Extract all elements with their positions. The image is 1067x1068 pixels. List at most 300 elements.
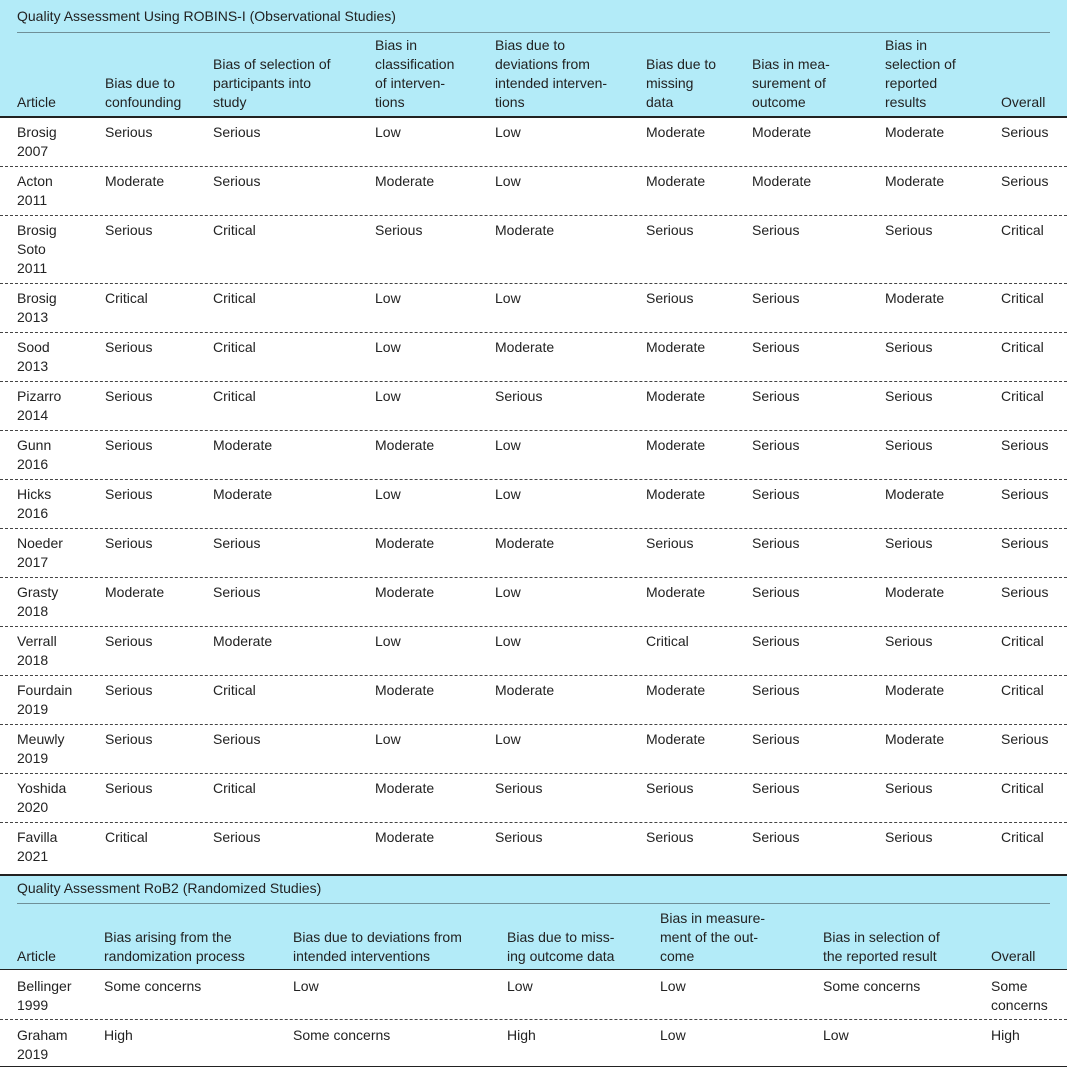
article-line: Brosig: [17, 290, 57, 306]
rating-line: Serious: [752, 584, 800, 600]
rating-line: Low: [375, 731, 401, 747]
robins-rating-cell: [213, 730, 260, 749]
rating-line: Critical: [1001, 290, 1044, 306]
rating-line: Low: [495, 486, 521, 502]
rating-line: Moderate: [646, 437, 706, 453]
robins-rating-cell: [885, 583, 944, 602]
robins-rating-cell: [1001, 289, 1044, 308]
rob2-header-4: [660, 909, 765, 966]
article-line: 2013: [17, 309, 49, 325]
robins-rating-cell: [1001, 387, 1044, 406]
robins-rating-cell: [1001, 436, 1048, 455]
rob2-header-line: randomization process: [104, 948, 245, 964]
robins-header-line: classification: [375, 56, 455, 72]
rating-line: Critical: [1001, 339, 1044, 355]
robins-rating-cell: [752, 387, 799, 406]
rating-line: Serious: [752, 633, 800, 649]
article-line: Yoshida: [17, 780, 67, 796]
rating-line: Serious: [752, 780, 800, 796]
rating-line: Critical: [646, 633, 689, 649]
rob2-rating-cell: [823, 1026, 849, 1045]
robins-rating-cell: [646, 583, 705, 602]
robins-header-line: selection of: [885, 56, 956, 72]
rob2-header-line: ment of the out-: [660, 929, 759, 945]
robins-rating-cell: [213, 436, 272, 455]
rating-line: Moderate: [885, 731, 945, 747]
rating-line: Serious: [752, 222, 800, 238]
robins-rating-cell: [752, 172, 811, 191]
rating-line: Serious: [885, 633, 933, 649]
rob2-header-line: Overall: [991, 948, 1036, 964]
rating-line: concerns: [991, 997, 1048, 1013]
robins-article-cell: [17, 172, 53, 210]
robins-header-line: tions: [375, 94, 405, 110]
rating-line: Moderate: [213, 437, 273, 453]
rating-line: Serious: [495, 780, 543, 796]
rating-line: Critical: [1001, 388, 1044, 404]
robins-header-3: [375, 36, 454, 112]
rating-line: Moderate: [213, 486, 273, 502]
robins-rating-cell: [646, 221, 693, 240]
robins-rating-cell: [213, 221, 256, 240]
rating-line: Some concerns: [293, 1027, 391, 1043]
rob2-rating-cell: [104, 977, 201, 996]
rating-line: Moderate: [885, 584, 945, 600]
rating-line: Serious: [752, 486, 800, 502]
article-line: 2018: [17, 652, 49, 668]
rating-line: Serious: [375, 222, 423, 238]
robins-header-line: missing: [646, 75, 694, 91]
robins-header-5: [646, 55, 716, 112]
robins-rating-cell: [105, 289, 148, 308]
rating-line: Serious: [213, 124, 261, 140]
rating-line: Moderate: [885, 486, 945, 502]
robins-header-2: [213, 55, 331, 112]
rob2-caption: Quality Assessment RoB2 (Randomized Studies): [17, 880, 322, 896]
rating-line: Low: [495, 173, 521, 189]
rating-line: Moderate: [495, 535, 555, 551]
robins-rating-cell: [105, 828, 148, 847]
robins-rating-cell: [375, 338, 401, 357]
robins-rating-cell: [213, 779, 256, 798]
rating-line: High: [507, 1027, 536, 1043]
table-row: [0, 479, 1067, 528]
robins-rating-cell: [885, 730, 944, 749]
robins-rating-cell: [752, 534, 799, 553]
rob2-rating-cell: [507, 1026, 536, 1045]
article-line: 2019: [17, 1046, 49, 1062]
rating-line: Serious: [752, 388, 800, 404]
robins-rating-cell: [885, 485, 944, 504]
rating-line: Moderate: [885, 173, 945, 189]
robins-header-line: confounding: [105, 94, 182, 110]
rob2-header-6: [991, 947, 1035, 966]
robins-rating-cell: [105, 534, 152, 553]
robins-header-line: surement of: [752, 75, 826, 91]
robins-rating-cell: [752, 779, 799, 798]
robins-rating-cell: [885, 681, 944, 700]
robins-rating-cell: [1001, 172, 1048, 191]
robins-rating-cell: [375, 289, 401, 308]
rating-line: Serious: [646, 290, 694, 306]
table-row: [0, 283, 1067, 332]
robins-rating-cell: [375, 436, 434, 455]
article-line: Brosig: [17, 222, 57, 238]
rating-line: Some concerns: [823, 978, 921, 994]
robins-rating-cell: [752, 436, 799, 455]
robins-header-line: Overall: [1001, 94, 1046, 110]
robins-rating-cell: [1001, 534, 1048, 553]
rating-line: Serious: [752, 437, 800, 453]
rob2-rating-cell: [660, 1026, 686, 1045]
robins-rating-cell: [105, 730, 152, 749]
robins-rating-cell: [105, 123, 152, 142]
robins-rating-cell: [752, 632, 799, 651]
robins-rating-cell: [375, 387, 401, 406]
robins-rating-cell: [105, 221, 152, 240]
robins-rating-cell: [885, 387, 932, 406]
rob2-header-bottom-rule: [0, 969, 1067, 970]
robins-rating-cell: [885, 172, 944, 191]
rating-line: Low: [375, 486, 401, 502]
rating-line: Moderate: [105, 584, 165, 600]
robins-rating-cell: [752, 221, 799, 240]
article-line: Fourdain: [17, 682, 73, 698]
robins-rating-cell: [375, 779, 434, 798]
robins-rating-cell: [213, 485, 272, 504]
robins-header-line: Bias in: [375, 37, 418, 53]
robins-article-cell: [17, 681, 72, 719]
robins-rating-cell: [213, 632, 272, 651]
robins-article-cell: [17, 289, 57, 327]
article-line: 2016: [17, 505, 49, 521]
rating-line: Serious: [885, 388, 933, 404]
article-line: 2021: [17, 848, 49, 864]
rating-line: Moderate: [375, 535, 435, 551]
robins-header-line: study: [213, 94, 247, 110]
robins-article-cell: [17, 387, 61, 425]
table-row: [0, 822, 1067, 871]
robins-header-8: [1001, 93, 1045, 112]
table-row: [0, 117, 1067, 166]
article-line: 2014: [17, 407, 49, 423]
rating-line: Moderate: [646, 124, 706, 140]
robins-rating-cell: [213, 583, 260, 602]
robins-rating-cell: [495, 387, 542, 406]
robins-rating-cell: [495, 172, 521, 191]
rating-line: Low: [660, 978, 686, 994]
rating-line: Serious: [1001, 535, 1049, 551]
robins-rating-cell: [885, 534, 932, 553]
robins-rating-cell: [752, 828, 799, 847]
robins-rating-cell: [105, 485, 152, 504]
rating-line: Critical: [213, 682, 256, 698]
rob2-header-1: [104, 928, 245, 966]
rating-line: Serious: [105, 222, 153, 238]
robins-rating-cell: [105, 779, 152, 798]
article-line: Acton: [17, 173, 53, 189]
rating-line: Moderate: [646, 584, 706, 600]
robins-rating-cell: [646, 632, 689, 651]
robins-rating-cell: [495, 681, 554, 700]
rating-line: Serious: [1001, 486, 1049, 502]
robins-header-line: tions: [495, 94, 525, 110]
article-line: Grasty: [17, 584, 59, 600]
robins-rating-cell: [885, 632, 932, 651]
rating-line: Moderate: [375, 437, 435, 453]
article-line: Hicks: [17, 486, 52, 502]
rating-line: Serious: [495, 388, 543, 404]
robins-rating-cell: [646, 485, 705, 504]
rating-line: Low: [660, 1027, 686, 1043]
robins-rating-cell: [646, 387, 705, 406]
robins-rating-cell: [105, 632, 152, 651]
article-line: Graham: [17, 1027, 68, 1043]
robins-rating-cell: [1001, 828, 1044, 847]
robins-rating-cell: [885, 779, 932, 798]
robins-header-line: Bias of selection of: [213, 56, 331, 72]
robins-rating-cell: [1001, 583, 1048, 602]
robins-header-line: reported: [885, 75, 938, 91]
robins-rating-cell: [495, 632, 521, 651]
robins-header-line: data: [646, 94, 674, 110]
robins-rating-cell: [375, 534, 434, 553]
article-line: 2018: [17, 603, 49, 619]
robins-rating-cell: [1001, 632, 1044, 651]
robins-rating-cell: [495, 779, 542, 798]
robins-rating-cell: [375, 681, 434, 700]
robins-rating-cell: [213, 387, 256, 406]
rating-line: Serious: [213, 731, 261, 747]
table-row: [0, 430, 1067, 479]
rob2-rating-cell: [991, 1026, 1020, 1045]
rating-line: Serious: [1001, 437, 1049, 453]
robins-article-cell: [17, 632, 57, 670]
robins-rating-cell: [885, 289, 944, 308]
robins-rating-cell: [213, 534, 260, 553]
robins-article-cell: [17, 221, 57, 278]
robins-rating-cell: [646, 436, 705, 455]
rating-line: Serious: [885, 437, 933, 453]
robins-rating-cell: [752, 583, 799, 602]
rob2-header-line: Bias in selection of: [823, 929, 940, 945]
robins-rating-cell: [105, 387, 152, 406]
rating-line: Serious: [646, 535, 694, 551]
rating-line: Moderate: [646, 388, 706, 404]
rob2-header-line: Article: [17, 948, 56, 964]
rating-line: Moderate: [885, 682, 945, 698]
rating-line: Serious: [1001, 584, 1049, 600]
article-line: 2020: [17, 799, 49, 815]
robins-rating-cell: [752, 289, 799, 308]
rating-line: Serious: [885, 829, 933, 845]
rating-line: Moderate: [646, 339, 706, 355]
robins-header-line: Bias due to: [105, 75, 176, 91]
robins-rating-cell: [213, 172, 260, 191]
robins-caption-rule: [17, 32, 1050, 33]
robins-rating-cell: [885, 123, 944, 142]
article-line: Gunn: [17, 437, 52, 453]
robins-article-cell: [17, 534, 63, 572]
rating-line: Serious: [213, 829, 261, 845]
rating-line: Moderate: [646, 486, 706, 502]
rating-line: Serious: [105, 437, 153, 453]
robins-header-7: [885, 36, 956, 112]
article-line: 2013: [17, 358, 49, 374]
rating-line: Critical: [1001, 222, 1044, 238]
rating-line: Moderate: [375, 584, 435, 600]
rating-line: Moderate: [752, 124, 812, 140]
rating-line: Serious: [105, 731, 153, 747]
rating-line: Low: [495, 290, 521, 306]
rating-line: Low: [375, 633, 401, 649]
robins-rating-cell: [105, 436, 152, 455]
robins-rating-cell: [1001, 485, 1048, 504]
article-line: 2016: [17, 456, 49, 472]
robins-rating-cell: [495, 583, 521, 602]
rob2-article-cell: [17, 977, 71, 1015]
robins-rating-cell: [1001, 681, 1044, 700]
robins-header-line: of interven-: [375, 75, 446, 91]
table-row: [0, 626, 1067, 675]
rating-line: Serious: [213, 535, 261, 551]
rating-line: Low: [375, 339, 401, 355]
rating-line: Moderate: [213, 633, 273, 649]
robins-header-line: outcome: [752, 94, 806, 110]
rob2-header-2: [293, 928, 462, 966]
robins-rating-cell: [646, 172, 705, 191]
rating-line: Moderate: [646, 731, 706, 747]
rating-line: Low: [375, 290, 401, 306]
rating-line: Serious: [105, 535, 153, 551]
robins-rating-cell: [375, 828, 434, 847]
rating-line: Moderate: [375, 173, 435, 189]
rob2-header-line: the reported result: [823, 948, 937, 964]
rating-line: Moderate: [375, 829, 435, 845]
robins-header-line: Bias due to: [495, 37, 566, 53]
robins-rating-cell: [1001, 779, 1044, 798]
rating-line: Low: [375, 124, 401, 140]
robins-header-line: Article: [17, 94, 56, 110]
robins-rating-cell: [885, 828, 932, 847]
robins-rating-cell: [646, 123, 705, 142]
rob2-header-line: Bias arising from the: [104, 929, 232, 945]
robins-article-cell: [17, 779, 66, 817]
robins-article-cell: [17, 338, 50, 376]
article-line: 2011: [17, 260, 48, 276]
table-row: [0, 773, 1067, 822]
table-row: [0, 971, 1067, 1019]
rating-line: Moderate: [646, 173, 706, 189]
robins-rating-cell: [885, 338, 932, 357]
robins-rating-cell: [752, 681, 799, 700]
robins-rating-cell: [375, 632, 401, 651]
article-line: Brosig: [17, 124, 57, 140]
rob2-rating-cell: [293, 977, 319, 996]
rating-line: Serious: [213, 584, 261, 600]
rating-line: Serious: [105, 124, 153, 140]
robins-header-line: Bias due to: [646, 56, 717, 72]
table-row: [0, 332, 1067, 381]
rating-line: Low: [495, 731, 521, 747]
robins-header-6: [752, 55, 830, 112]
robins-rating-cell: [105, 338, 152, 357]
rating-line: Serious: [752, 290, 800, 306]
rob2-header-3: [507, 928, 614, 966]
robins-article-cell: [17, 583, 58, 621]
rating-line: Serious: [105, 682, 153, 698]
rating-line: Critical: [1001, 829, 1044, 845]
robins-rating-cell: [885, 221, 932, 240]
table-bottom-rule: [0, 1066, 1067, 1067]
table-row: [0, 577, 1067, 626]
rob2-rating-cell: [104, 1026, 133, 1045]
rating-line: Serious: [752, 535, 800, 551]
rob2-header-5: [823, 928, 940, 966]
rating-line: Serious: [885, 222, 933, 238]
robins-rating-cell: [495, 123, 521, 142]
article-line: Bellinger: [17, 978, 72, 994]
rating-line: Critical: [213, 339, 256, 355]
rating-line: Serious: [646, 829, 694, 845]
robins-header-4: [495, 36, 607, 112]
rob2-article-cell: [17, 1026, 68, 1064]
rating-line: Low: [823, 1027, 849, 1043]
rating-line: Serious: [752, 682, 800, 698]
rating-line: High: [104, 1027, 133, 1043]
robins-rating-cell: [375, 123, 401, 142]
rating-line: Serious: [105, 633, 153, 649]
rating-line: Low: [495, 124, 521, 140]
robins-header-line: Bias in: [885, 37, 928, 53]
robins-rating-cell: [495, 289, 521, 308]
rating-line: High: [991, 1027, 1020, 1043]
rating-line: Serious: [105, 486, 153, 502]
article-line: 2017: [17, 554, 49, 570]
rob2-header-line: Bias due to miss-: [507, 929, 615, 945]
robins-rating-cell: [646, 730, 705, 749]
robins-rating-cell: [495, 338, 554, 357]
robins-rating-cell: [105, 172, 164, 191]
rating-line: Low: [495, 633, 521, 649]
rating-line: Low: [293, 978, 319, 994]
rating-line: Moderate: [495, 682, 555, 698]
robins-rating-cell: [213, 338, 256, 357]
rob2-rating-cell: [660, 977, 686, 996]
rating-line: Some: [991, 978, 1028, 994]
rob2-header-line: Bias in measure-: [660, 910, 766, 926]
rob2-rating-cell: [823, 977, 920, 996]
rating-line: Serious: [885, 339, 933, 355]
robins-header-1: [105, 74, 181, 112]
robins-rating-cell: [646, 534, 693, 553]
rating-line: Critical: [213, 780, 256, 796]
article-line: Meuwly: [17, 731, 65, 747]
rating-line: Serious: [105, 780, 153, 796]
robins-rating-cell: [646, 779, 693, 798]
robins-rating-cell: [375, 221, 422, 240]
robins-rating-cell: [1001, 730, 1048, 749]
robins-rating-cell: [375, 730, 401, 749]
rating-line: Moderate: [375, 682, 435, 698]
table-row: [0, 166, 1067, 215]
article-line: 2019: [17, 750, 49, 766]
robins-rating-cell: [213, 681, 256, 700]
robins-rating-cell: [495, 730, 521, 749]
table-row: [0, 1020, 1067, 1066]
robins-rating-cell: [752, 123, 811, 142]
article-line: 2007: [17, 143, 49, 159]
